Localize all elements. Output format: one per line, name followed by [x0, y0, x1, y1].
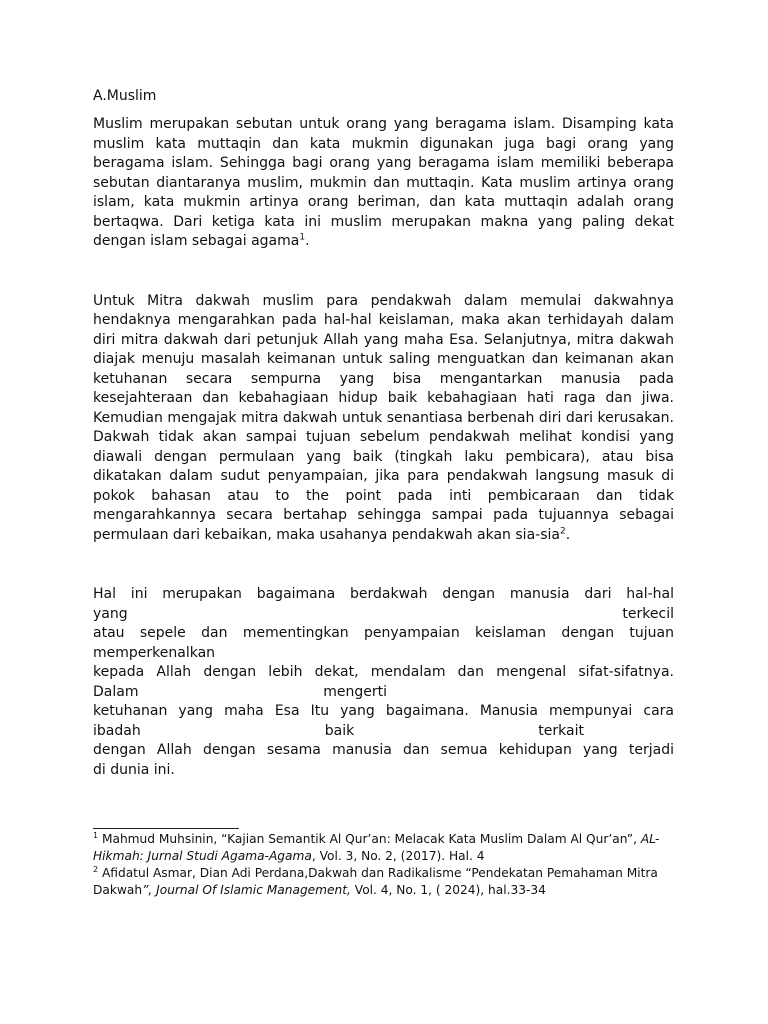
section-heading: A.Muslim [93, 88, 157, 104]
text-line: Dalam mengerti [93, 683, 387, 700]
footnote-number: 1 [93, 830, 99, 840]
text-line: memperkenalkan [93, 644, 216, 661]
text-line: kepada Allah dengan lebih dekat, mendalam dan mengenal sifat-sifatnya. [93, 664, 674, 680]
text-line: di dunia ini. [93, 761, 175, 778]
text-line: yang terkecil [93, 605, 674, 622]
journal-title: ”, Journal Of Islamic Management, [142, 883, 351, 897]
footnote-number: 2 [93, 864, 99, 874]
paragraph-muslim-definition: Muslim merupakan sebutan untuk orang yang beragama islam. Disamping kata muslim kata muttaqin dan kata mukmin digunakan juga bagi orang yang beragama islam. Sehingga bagi orang yang beragama islam memiliki beberapa sebutan diantaranya muslim, mukmin dan muttaqin. Kata muslim artinya orang islam, kata mukmin artinya orang beriman, dan kata muttaqin adalah orang bertaqwa. Dari ketiga kata ini muslim merupakan makna yang paling dekat dengan islam sebagai agama$^1$. [93, 116, 674, 249]
paragraph-text: Untuk Mitra dakwah muslim para pendakwah dalam memulai dakwahnya hendaknya mengarahkan pada hal-hal keislaman, maka akan terhidayah dalam diri mitra dakwah dari petunjuk Allah yang maha Esa. Selanjutnya, mitra dakwah diajak menuju masalah keimanan untuk saling menguatkan dan keimanan akan ketuhanan secara sempurna yang bisa mengantarkan manusia pada kesejahteraan dan kebahagiaan hidup baik kebahagiaan hati raga dan jiwa. Kemudian mengajak mitra dakwah untuk senantiasa berbenah diri dari kerusakan. Dakwah tidak akan sampai tujuan sebelum pendakwah melihat kondisi yang diawali dengan permulaan yang baik (tingkah laku pembicara), atau bisa dikatakan dalam sudut penyampaian, jika para pendakwah langsung masuk di pokok bahasan atau to the point pada inti pembicaraan dan tidak mengarahkannya secara bertahap sehingga sampai pada tujuannya sebagai permulaan dari kebaikan, maka usahanya pendakwah akan sia-sia [93, 292, 674, 543]
footnotes [93, 831, 674, 899]
text-line: Hal ini merupakan bagaimana berdakwah dengan manusia dari hal-hal [93, 586, 674, 602]
text-line: ketuhanan yang maha Esa Itu yang bagaimana. Manusia mempunyai cara [93, 703, 674, 719]
paragraph-mitra-dakwah: Untuk Mitra dakwah muslim para pendakwah dalam memulai dakwahnya hendaknya mengarahkan pada hal-hal keislaman, maka akan terhidayah dalam diri mitra dakwah dari petunjuk Allah yang maha Esa. Selanjutnya, mitra dakwah diajak menuju masalah keimanan untuk saling menguatkan dan keimanan akan ketuhanan secara sempurna yang bisa mengantarkan manusia pada kesejahteraan dan kebahagiaan hidup baik kebahagiaan hati raga dan jiwa. Kemudian mengajak mitra dakwah untuk senantiasa berbenah diri dari kerusakan. Dakwah tidak akan sampai tujuan sebelum pendakwah melihat kondisi yang diawali dengan permulaan yang baik (tingkah laku pembicara), atau bisa dikatakan dalam sudut penyampaian, jika para pendakwah langsung masuk di pokok bahasan atau to the point pada inti pembicaraan dan tidak mengarahkannya secara bertahap sehingga sampai pada tujuannya sebagai permulaan dari kebaikan, maka usahanya pendakwah akan sia-sia$^2$. [93, 292, 674, 543]
journal-title: AL-Hikmah: Jurnal Studi Agama-Agama [93, 832, 660, 863]
footnote-1: $^1$ Mahmud Muhsinin, “Kajian Semantik Al Qur’an: Melacak Kata Muslim Dalam Al Qur’an”, AL-Hikmah: Jurnal Studi Agama-Agama, Vol. 3, No. 2, (2017). Hal. 4 [93, 830, 660, 863]
paragraph-text: Muslim merupakan sebutan untuk orang yang beragama islam. Disamping kata muslim kata muttaqin dan kata mukmin digunakan juga bagi orang yang beragama islam. Sehingga bagi orang yang beragama islam memiliki beberapa sebutan diantaranya muslim, mukmin dan muttaqin. Kata muslim artinya orang islam, kata mukmin artinya orang beriman, dan kata muttaqin adalah orang bertaqwa. Dari ketiga kata ini muslim merupakan makna yang paling dekat dengan islam sebagai agama [93, 116, 674, 249]
footnote-separator [93, 828, 239, 829]
text-line: dengan Allah dengan sesama manusia dan semua kehidupan yang terjadi [93, 742, 674, 758]
footnote-ref-2[interactable]: 2 [559, 525, 566, 536]
footnote-ref-1[interactable]: 1 [299, 232, 306, 243]
text-line: atau sepele dan mementingkan penyampaian keislaman dengan tujuan [93, 625, 674, 641]
text-line: ibadah baik terkait [93, 722, 584, 739]
paragraph-berdakwah [93, 585, 674, 780]
document-body [93, 86, 674, 780]
footnote-2: $^2$ Afidatul Asmar, Dian Adi Perdana,Dakwah dan Radikalisme “Pendekatan Pemahaman Mitra Dakwah”, Journal Of Islamic Management, Vol. 4, No. 1, ( 2024), hal.33-34 [93, 864, 658, 897]
